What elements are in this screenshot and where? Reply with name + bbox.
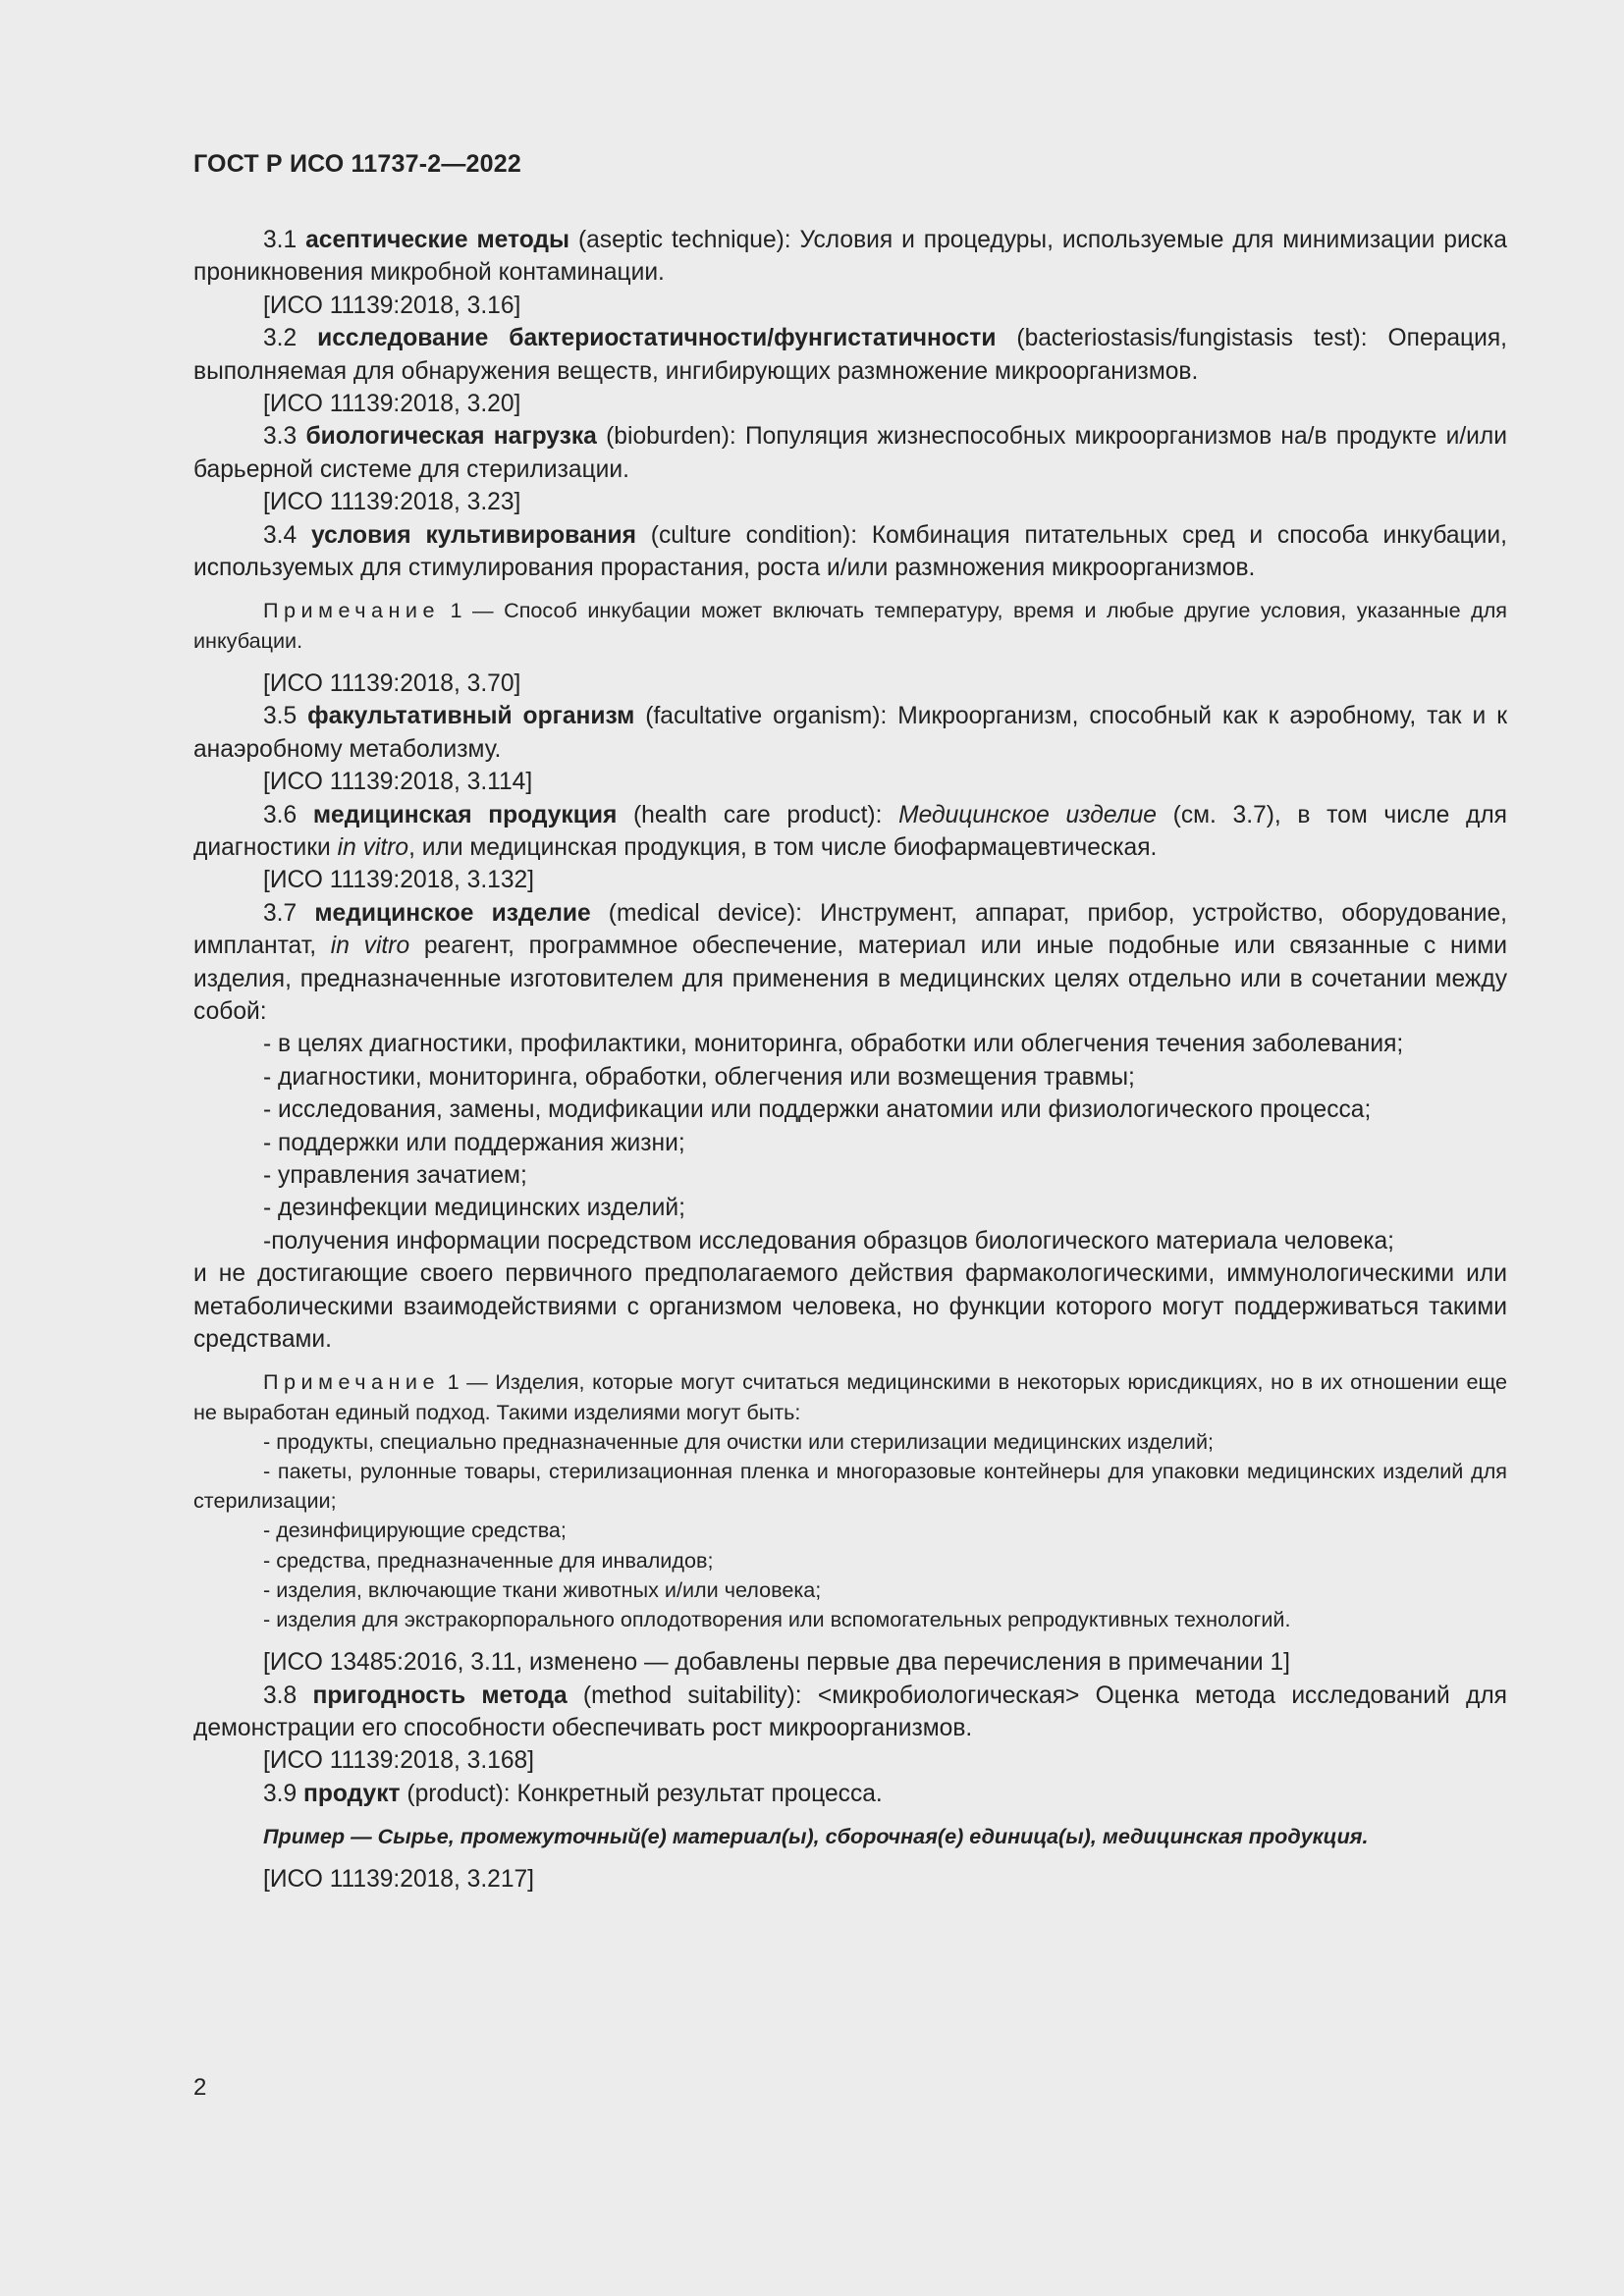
term-name: факультативный организм bbox=[307, 703, 635, 730]
term-example: Пример — Сырье, промежуточный(е) материал(ы), сборочная(е) единица(ы), медицинская продукция. bbox=[263, 1824, 1369, 1849]
list-item: - управления зачатием; bbox=[263, 1161, 527, 1189]
term-definition-tail: и не достигающие своего первичного предполагаемого действия фармакологическими, иммунологическими или метаболическими взаимодействиями с организмом человека, но функции которого могут поддерживаться такими средствами. bbox=[193, 1260, 1507, 1353]
term-3-5 bbox=[193, 700, 1507, 766]
term-3-2 bbox=[193, 322, 1507, 388]
list-item: - в целях диагностики, профилактики, мониторинга, обработки или облегчения течения заболевания; bbox=[263, 1031, 1404, 1058]
document-header: ГОСТ Р ИСО 11737-2—2022 bbox=[193, 150, 521, 178]
term-source: [ИСО 11139:2018, 3.132] bbox=[263, 867, 535, 894]
term-name: исследование бактериостатичности/фунгистатичности bbox=[317, 325, 997, 352]
term-definition-italic: Медицинское изделие bbox=[898, 801, 1157, 828]
page-number: 2 bbox=[193, 2074, 207, 2101]
term-3-6 bbox=[193, 799, 1507, 865]
term-number: 3.6 bbox=[263, 801, 313, 828]
term-definition: (product): Конкретный результат процесса. bbox=[400, 1780, 883, 1807]
list-item: - дезинфекции медицинских изделий; bbox=[263, 1195, 685, 1222]
note-list-item: - пакеты, рулонные товары, стерилизационная пленка и многоразовые контейнеры для упаковки медицинских изделий для стерилизации; bbox=[193, 1459, 1507, 1514]
note-text: 1 — Способ инкубации может включать температуру, время и любые другие условия, указанные для инкубации. bbox=[193, 598, 1507, 653]
term-definition: (см. 3.7), в том числе для диагностики bbox=[193, 801, 1507, 861]
term-name: пригодность метода bbox=[312, 1682, 568, 1709]
term-definition: (bioburden): Популяция жизнеспособных микроорганизмов на/в продукте и/или барьерной системе для стерилизации. bbox=[193, 423, 1507, 483]
note-text: 1 — Изделия, которые могут считаться медицинскими в некоторых юрисдикциях, но в их отношении еще не выработан единый подход. Такими изделиями могут быть: bbox=[193, 1369, 1507, 1424]
note-label: Примечание bbox=[263, 1369, 440, 1395]
term-3-1 bbox=[193, 224, 1507, 290]
term-source: [ИСО 11139:2018, 3.217] bbox=[263, 1866, 535, 1894]
term-3-4 bbox=[193, 519, 1507, 585]
term-number: 3.3 bbox=[263, 423, 306, 451]
note-list-item: - дезинфицирующие средства; bbox=[263, 1518, 567, 1543]
list-item: - диагностики, мониторинга, обработки, облегчения или возмещения травмы; bbox=[263, 1063, 1135, 1091]
term-source: [ИСО 11139:2018, 3.23] bbox=[263, 489, 521, 516]
term-name: биологическая нагрузка bbox=[305, 423, 597, 451]
term-name: асептические методы bbox=[305, 227, 570, 253]
term-number: 3.1 bbox=[263, 227, 306, 253]
note-list-item: - изделия для экстракорпорального оплодотворения или вспомогательных репродуктивных технологий. bbox=[263, 1607, 1291, 1632]
term-source: [ИСО 11139:2018, 3.70] bbox=[263, 669, 521, 697]
document-body bbox=[193, 224, 1507, 1896]
term-name: медицинское изделие bbox=[314, 899, 591, 927]
term-definition: (bacteriostasis/fungistasis test): Операция, выполняемая для обнаружения веществ, ингибирующих размножение микроорганизмов. bbox=[193, 325, 1507, 385]
term-note bbox=[193, 1367, 1507, 1426]
term-definition-italic: in vitro bbox=[330, 933, 410, 960]
term-definition: , или медицинская продукция, в том числе биофармацевтическая. bbox=[408, 833, 1158, 861]
term-3-9 bbox=[193, 1778, 1507, 1810]
term-3-3 bbox=[193, 420, 1507, 486]
term-name: условия культивирования bbox=[311, 521, 636, 549]
note-list-item: - продукты, специально предназначенные для очистки или стерилизации медицинских изделий; bbox=[263, 1428, 1215, 1454]
term-number: 3.7 bbox=[263, 899, 315, 927]
term-source: [ИСО 11139:2018, 3.168] bbox=[263, 1747, 535, 1775]
list-item: - поддержки или поддержания жизни; bbox=[263, 1129, 685, 1156]
term-note bbox=[193, 596, 1507, 655]
term-definition: реагент, программное обеспечение, материал или иные подобные или связанные с ними изделия, предназначенные изготовителем для применения в медицинских целях отдельно или в сочетании между собой: bbox=[193, 933, 1507, 1025]
term-definition: (aseptic technique): Условия и процедуры, используемые для минимизации риска проникновения микробной контаминации. bbox=[193, 227, 1507, 287]
term-number: 3.2 bbox=[263, 325, 318, 352]
term-name: медицинская продукция bbox=[312, 801, 618, 828]
term-definition-italic: in vitro bbox=[337, 833, 409, 861]
note-list-item: - средства, предназначенные для инвалидов; bbox=[263, 1547, 714, 1573]
list-item: - исследования, замены, модификации или поддержки анатомии или физиологического процесса; bbox=[263, 1096, 1372, 1124]
note-list-item: - изделия, включающие ткани животных и/или человека; bbox=[263, 1576, 822, 1602]
term-name: продукт bbox=[303, 1780, 401, 1807]
term-number: 3.4 bbox=[263, 521, 311, 549]
note-label: Примечание bbox=[263, 598, 440, 623]
term-3-7 bbox=[193, 897, 1507, 1029]
term-3-8 bbox=[193, 1680, 1507, 1745]
term-number: 3.5 bbox=[263, 703, 308, 730]
term-definition: (medical device): Инструмент, аппарат, прибор, устройство, оборудование, имплантат, bbox=[193, 899, 1507, 960]
term-number: 3.8 bbox=[263, 1682, 313, 1709]
term-source: [ИСО 11139:2018, 3.20] bbox=[263, 391, 521, 418]
term-definition: (health care product): bbox=[617, 801, 899, 828]
term-definition: (culture condition): Комбинация питательных сред и способа инкубации, используемых для стимулирования прорастания, роста и/или размножения микроорганизмов. bbox=[193, 521, 1507, 582]
term-source: [ИСО 11139:2018, 3.114] bbox=[263, 769, 533, 796]
term-number: 3.9 bbox=[263, 1780, 304, 1807]
term-source: [ИСО 11139:2018, 3.16] bbox=[263, 292, 521, 319]
term-source: [ИСО 13485:2016, 3.11, изменено — добавлены первые два перечисления в примечании 1] bbox=[263, 1649, 1290, 1677]
term-definition: (facultative organism): Микроорганизм, способный как к аэробному, так и к анаэробному метаболизму. bbox=[193, 703, 1507, 763]
list-item: -получения информации посредством исследования образцов биологического материала человека; bbox=[263, 1227, 1395, 1255]
term-definition: (method suitability): <микробиологическая> Оценка метода исследований для демонстрации его способности обеспечивать рост микроорганизмов. bbox=[193, 1682, 1507, 1742]
